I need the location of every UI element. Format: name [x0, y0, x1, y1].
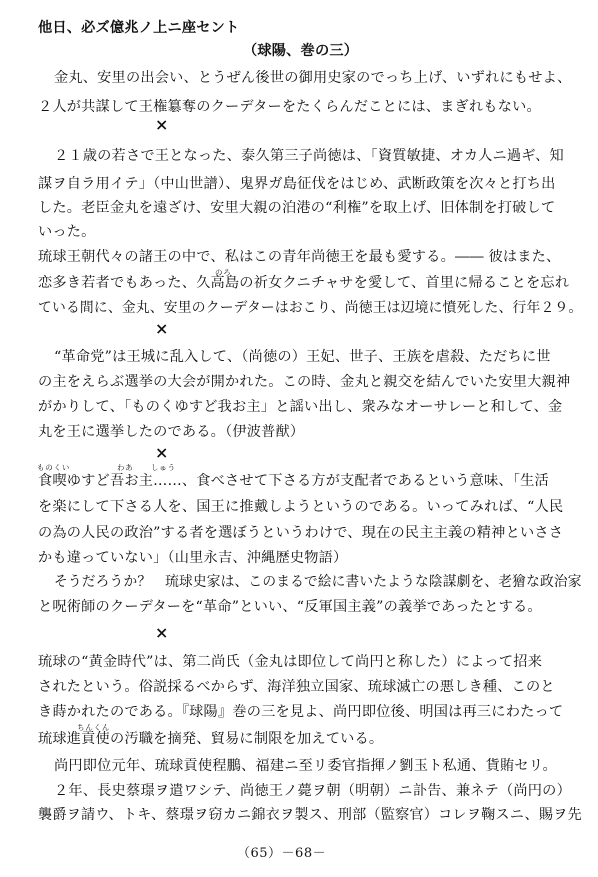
heading-source: （球陽、巻の三） [243, 43, 359, 59]
text-line: かも違っていない」（山里永吉、沖縄歴史物語） [38, 550, 348, 566]
ruby-annotation: しゅう [151, 463, 176, 472]
text-line: そうだろうか？ 琉球史家は、このまるで絵に書いたような陰謀劇を、老獪な政治家 [54, 574, 582, 590]
text-line: 襲爵ヲ請ウ、トキ、蔡璟ヲ窃カニ錦衣ヲ製ス、刑部（監察官）コレヲ鞠スニ、賜ヲ先 [38, 807, 582, 823]
text-line: いった。 [38, 224, 96, 240]
text-line: と呪術師のクーデターを“革命”といい、“反軍国主義”の義挙であったとする。 [38, 599, 542, 615]
page-number: （65）－68－ [237, 846, 327, 861]
ruby-annotation: わあ [117, 463, 134, 472]
text-line: 食喫ゆすど吾お主……、食べさせて下さる方が支配者であるという意味、「生活 [38, 473, 549, 489]
text-line: の為の人民の政治”する者を選ぼうというわけで、現在の民主主義の精神といささ [38, 525, 564, 541]
text-line: ている間に、金丸、安里のクーデターはおこり、尚徳王は辺境に憤死した、行年２９。 [38, 300, 583, 316]
text-line: 丸を王に選挙したのである。（伊波普猷） [38, 424, 305, 440]
text-line: を楽にして下さる人を、国王に推戴しようというのである。いってみれば、“人民 [38, 499, 564, 515]
text-line: 金丸、安里の出会い、とうぜん後世の御用史家のでっち上げ、いずれにもせよ、 [54, 70, 572, 86]
text-line: 謀ヲ自ラ用イテ」（中山世譜）、鬼界ガ島征伐をはじめ、武断政策を次々と打ち出 [38, 176, 556, 192]
section-separator: × [155, 443, 169, 462]
ruby-annotation: ものくい [37, 463, 71, 472]
text-line: き蒔かれたのである。『球陽』巻の三を見よ、尚円即位後、明国は再三にわたって [38, 704, 564, 720]
text-line: “革命党”は王城に乱入して、（尚徳の）王妃、世子、王族を虐殺、ただちに世 [54, 349, 551, 365]
text-line: 琉球王朝代々の諸王の中で、私はこの青年尚徳王を最も愛する。―― 彼はまた、 [38, 249, 561, 265]
text-line: 琉球進貢使の汚職を摘発、貿易に制限を加えている。 [38, 731, 384, 747]
section-separator: × [155, 115, 169, 134]
text-line: ２年、長史蔡璟ヲ遣ワシテ、尚徳王ノ薨ヲ朝（明朝）ニ訃告、兼ネテ（尚円の） [54, 783, 571, 799]
text-line: 尚円即位元年、琉球貢使程鵬、福建ニ至リ委官指揮ノ劉玉ト私通、貨賄セリ。 [54, 758, 557, 774]
text-line: ２人が共謀して王権簒奪のクーデターをたくらんだことには、まぎれもない。 [38, 99, 541, 115]
ruby-annotation: ちんくん [77, 723, 111, 732]
text-line: 恋多き若者でもあった、久高島の祈女クニチャサを愛して、首里に帰ることを忘れ [38, 275, 570, 291]
section-separator: × [155, 623, 169, 642]
text-line: がかりして、「ものくゆすど我お主」と謡い出し、衆みなオーサレーと和して、金 [38, 399, 563, 415]
text-line: 琉球の“黄金時代”は、第二尚氏（金丸は即位して尚円と称した）によって招来 [38, 654, 543, 670]
text-line: した。老臣金丸を遠ざけ、安里大親の泊港の“利権”を取上げ、旧体制を打破して [38, 200, 556, 216]
heading-title: 他日、必ズ億兆ノ上ニ座セント [38, 20, 240, 36]
text-line: されたという。俗説採るべからず、海洋独立国家、琉球滅亡の悪しき種、このと [38, 679, 555, 695]
text-line: ２１歳の若さで王となった、泰久第三子尚徳は、「資質敏捷、オカ人ニ過ギ、知 [54, 148, 564, 164]
section-separator: × [155, 319, 169, 338]
text-line: の主をえらぶ選挙の大会が開かれた。この時、金丸と親交を結んでいた安里大親神 [38, 374, 571, 390]
ruby-annotation: のろ [215, 268, 232, 277]
